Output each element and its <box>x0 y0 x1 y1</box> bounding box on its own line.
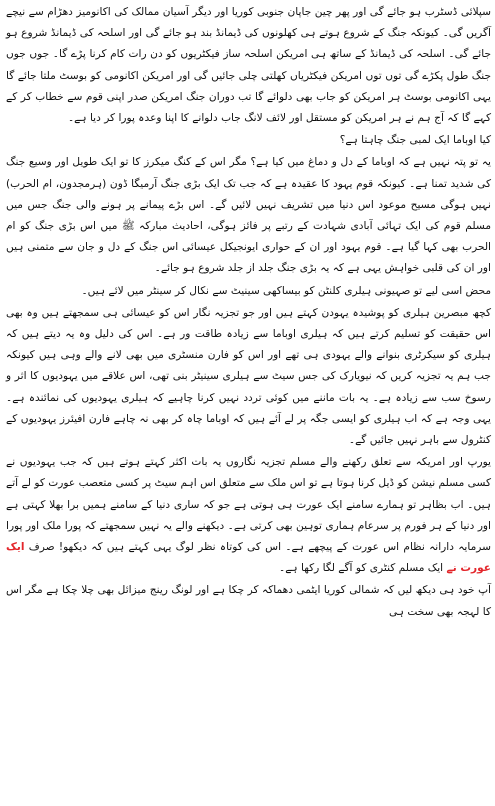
paragraph-6-text-before: یورپ اور امریکہ سے تعلق رکھنے والے مسلم تجزیہ نگاروں یہ بات اکثر کہتے ہوتے ہیں کہ جب یہودیوں نے کسی مسلم نیشن کو ڈیل کرنا ہوتا ہے تو اس ملک سے متعلق اس اہم سیٹ پر کسی متعصب عورت کو لے آتے ہیں۔ اب بظاہر تو ہمارے سامنے ایک عورت ہی ہوتی ہے جو کہ ساری دنیا کے سامنے ہمیں برا بھلا کہتی ہے اور دنیا کے ہر فورم پر سرعام ہماری توہین بھی کرتی ہے۔ دیکھنے والے یہ نہیں سمجھتے کہ پورا ملک اور پورا سرمایہ دارانہ نظام اس عورت کے پیچھے ہے۔ اس کی کوتاہ نظر لوگ یہی کہتے ہیں کہ دیکھو! صرف <box>6 456 492 554</box>
paragraph-1: سپلائی ڈسٹرب ہو جائے گی اور پھر چین جاپان جنوبی کوریا اور دیگر آسیان ممالک کی اکانومیز دھڑام سے نیچے آگریں گی۔ کیونکہ جنگ کے شروع ہوتے ہی کھلونوں کی ڈیمانڈ بند ہو جائے گی اور اسلحہ کی ڈیمانڈ شروع ہو جائے گی۔ اسلحہ کی ڈیمانڈ کے ساتھ ہی امریکن اسلحہ ساز فیکٹریوں کو دن رات کام کرنا پڑے گا۔ جوں جوں جنگ طول پکڑے گی توں توں امریکن فیکٹریاں کھلتی چلی جائیں گی اور امریکن اکانومی کو بوسٹ ملتا جائے گا یہی اکانومی بوسٹ ہر امریکن کو جاب بھی دلوائے گا تب دوران جنگ امریکن صدر اپنی قوم سے خطاب کر کے کہے گا کہ آج ہم نے ہر امریکن کو مستقل اور لائف لانگ جاب دلوانے کا اپنا وعدہ پورا کر دیا ہے۔ <box>6 6 491 125</box>
paragraph-question: کیا اوباما ایک لمبی جنگ چاہتا ہے؟ <box>339 134 491 147</box>
paragraph-4: محض اسی لیے تو صہیونی ہیلری کلنٹن کو بیساکھی سینیٹ سے نکال کر سینٹر میں لائے ہیں۔ <box>81 284 491 297</box>
paragraph-6 <box>6 452 491 579</box>
paragraph-5: کچھ مبصرین ہیلری کو پوشیدہ یہودن کہتے ہیں اور جو تجزیہ نگار اس کو عیسائی ہی سمجھتے ہیں وہ بھی اس حقیقت کو تسلیم کرتے ہیں کہ ہیلری اوباما سے زیادہ طاقت ور ہے۔ اس کی دلیل وہ یہ دیتے ہیں کہ ہیلری کو سیکرٹری بنوانے والے یہودی ہی تھے اور اس کو فارن منسٹری میں بھی لانے والے وہی ہیں کیونکہ جب ہم یہ تجزیہ کریں کہ نیویارک کی جس سیٹ سے ہیلری سینیٹر بنی تھی، اس علاقے میں یہودیوں کا اثر و رسوخ سب سے زیادہ ہے۔ یہ بات ماننے میں کوئی تردد نہیں کرنا چاہیے کہ ہیلری یہودیوں کی نمائندہ ہے۔ یہی وجہ ہے کہ اب ہیلری کو ایسی جگہ پر لے آئے ہیں کہ اوباما چاہ کر بھی نہ چاہے فارن افیئرز یہودیوں کے کنٹرول سے باہر نہیں جائیں گے۔ <box>6 306 491 447</box>
paragraph-3: یہ تو پتہ نہیں ہے کہ اوباما کے دل و دماغ میں کیا ہے؟ مگر اس کے کنگ میکرز کا تو ایک طویل اور وسیع جنگ کی شدید تمنا ہے۔ کیونکہ قوم یہود کا عقیدہ ہے کہ جب تک ایک بڑی جنگ آرمیگا ڈون (ہرمجدون، ام الحرب) نہیں ہوگی مسیح موعود اس دنیا میں تشریف نہیں لائیں گے۔ اس بڑے پیمانے پر ہونے والی جنگ جس میں مسلم قوم کی ایک تہائی آبادی شہادت کے رتبے پر فائز ہوگی، احادیث مبارکہ ﷺ میں اس بڑی جنگ کو ام الحرب بھی کہا گیا ہے۔ قوم یہود اور ان کے حواری ایونجیکل عیسائی اس جنگ کے دل و جان سے متمنی ہیں اور ان کی قلبی خواہش یہی ہے کہ یہ بڑی جنگ جلد از جلد شروع ہو جائے۔ <box>6 156 491 275</box>
highlighted-phrase: ایک عورت نے <box>6 541 491 575</box>
paragraph-6-text-after: ایک مسلم کنٹری کو آگے لگا رکھا ہے۔ <box>279 562 444 575</box>
paragraph-7: آپ خود ہی دیکھ لیں کہ شمالی کوریا ایٹمی دھماکہ کر چکا ہے اور لونگ رینج میزائل بھی چلا چکا ہے مگر اس کا لہجہ بھی سخت ہی <box>6 584 491 618</box>
